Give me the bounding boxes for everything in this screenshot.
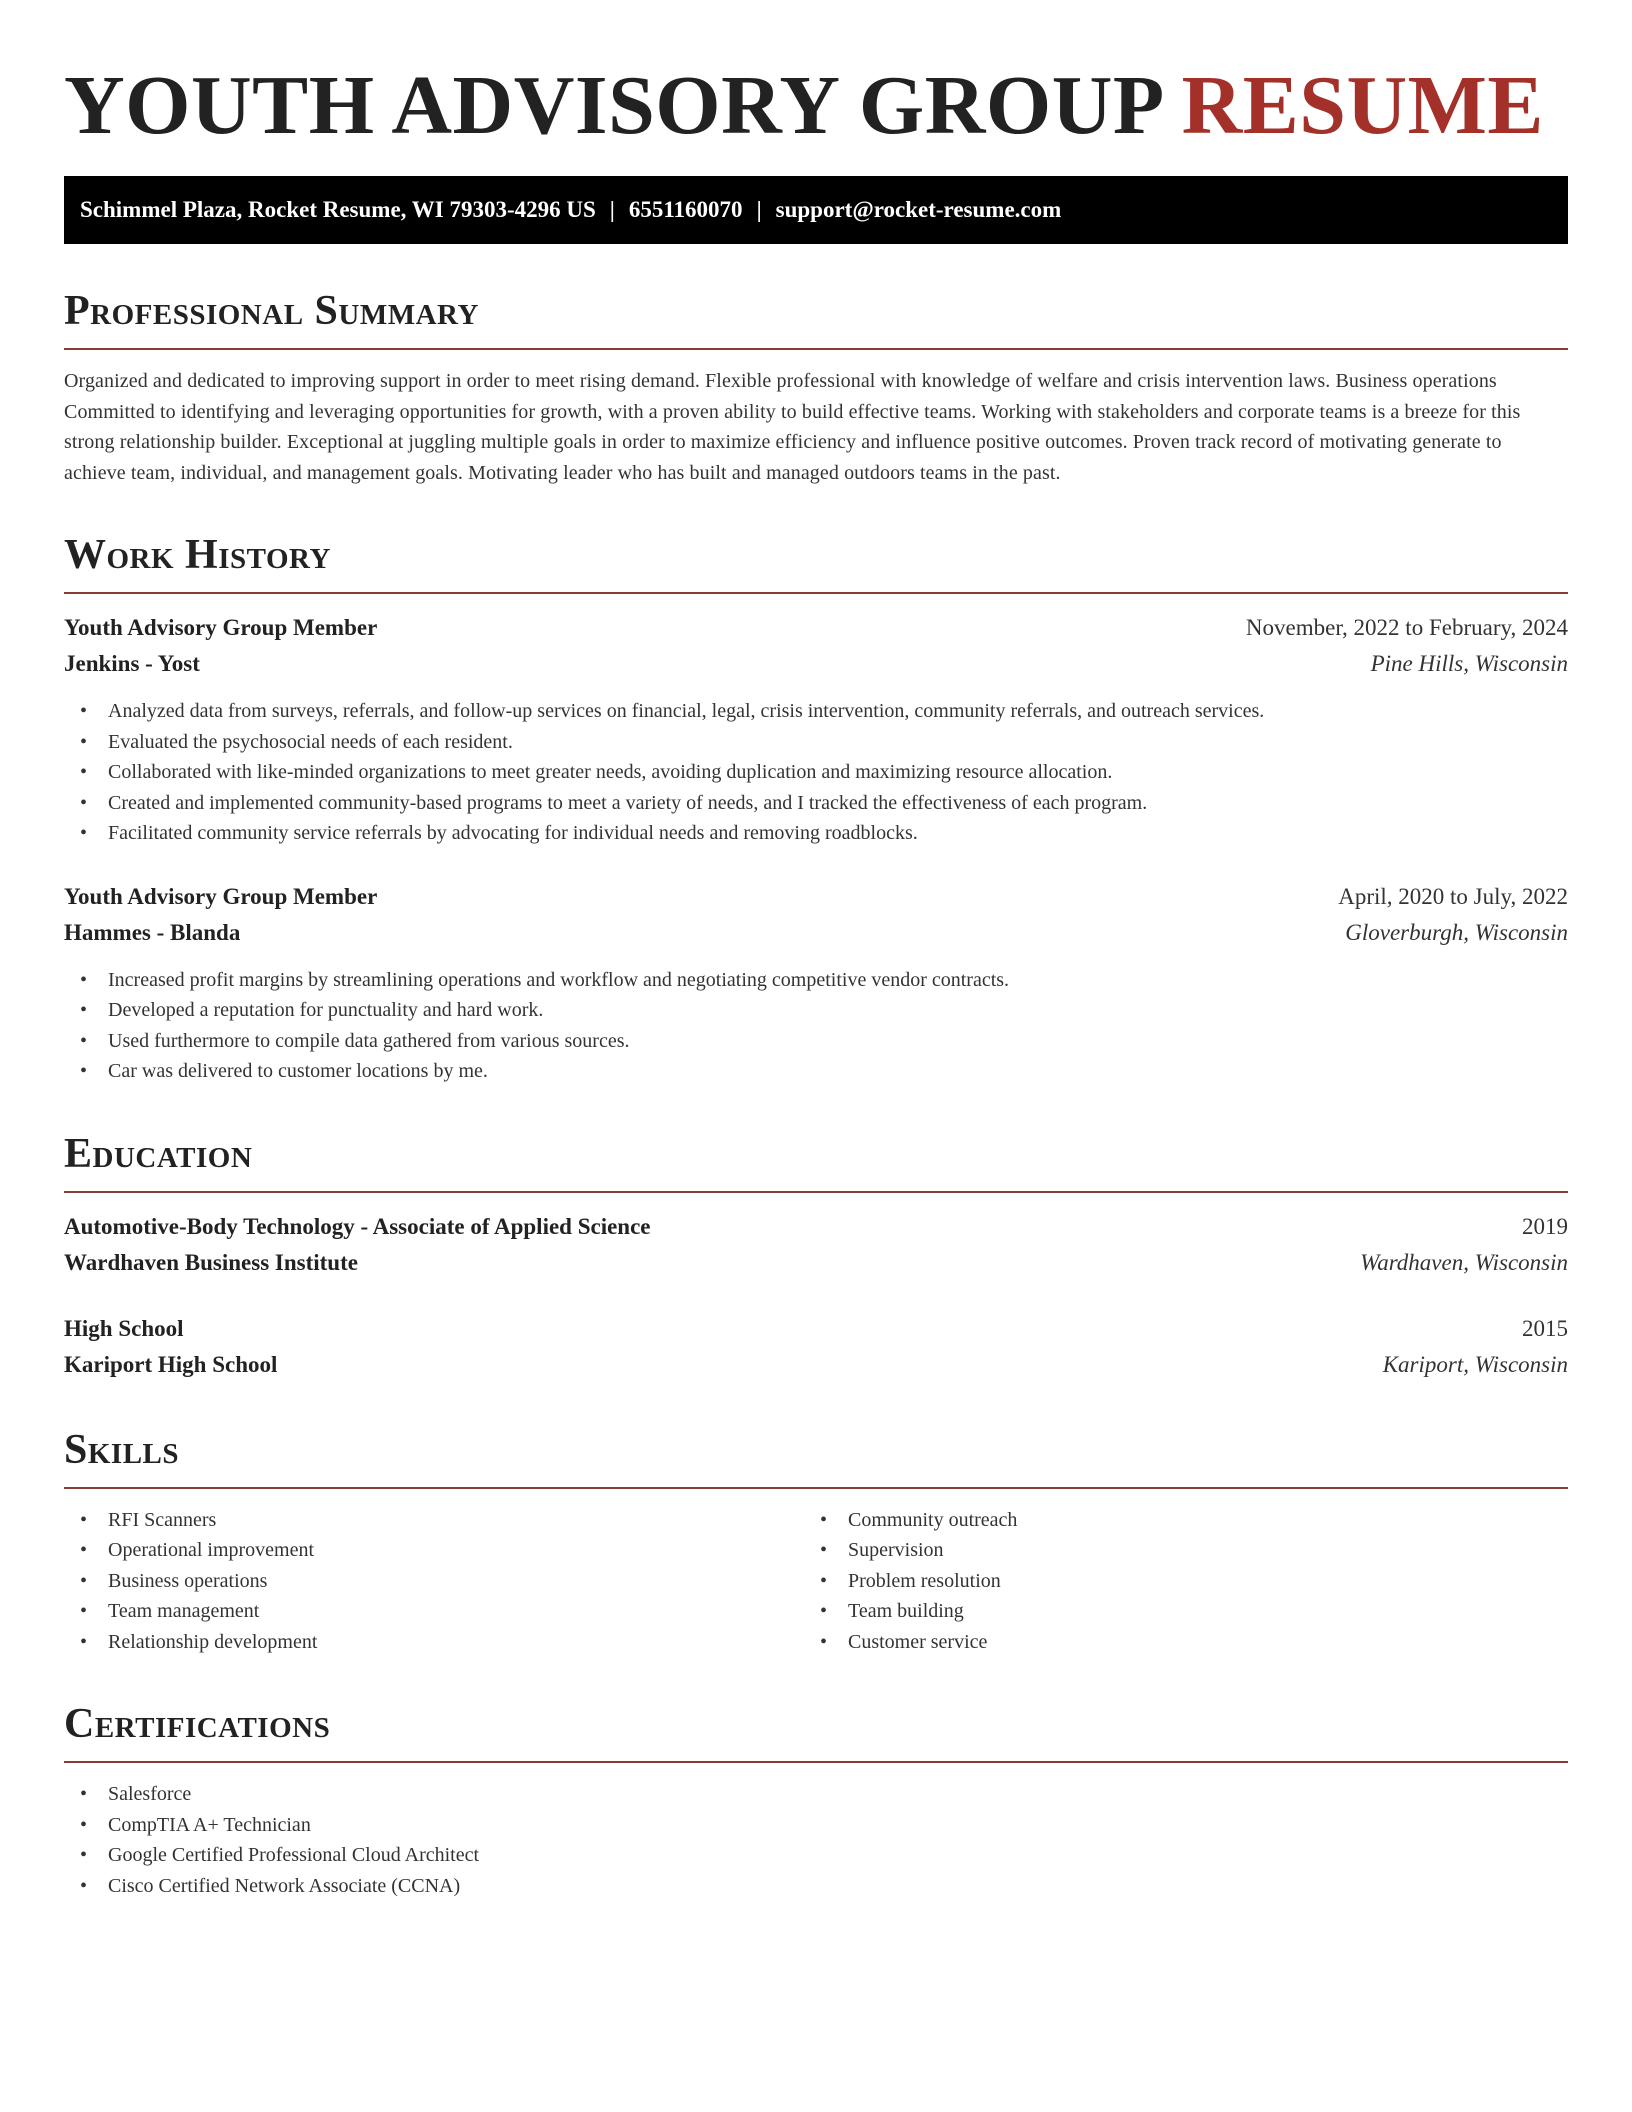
section-heading-education: Education xyxy=(64,1130,253,1177)
contact-separator: | xyxy=(609,197,615,222)
job-bullet: • Car was delivered to customer locations by me. xyxy=(64,1056,1568,1087)
job-header-row xyxy=(64,610,1568,646)
job-entry xyxy=(64,879,1568,1087)
skill-item: • Team management xyxy=(64,1596,804,1627)
section-divider xyxy=(64,1761,1568,1763)
skill-item: • Operational improvement xyxy=(64,1535,804,1566)
section-heading-skills: Skills xyxy=(64,1426,180,1473)
certification-item: • Salesforce xyxy=(64,1779,1568,1810)
certification-item: • CompTIA A+ Technician xyxy=(64,1810,1568,1841)
certifications-block xyxy=(64,1779,1568,1901)
job-bullet: • Used furthermore to compile data gathered from various sources. xyxy=(64,1026,1568,1057)
contact-bar xyxy=(64,176,1568,244)
skill-item: • Relationship development xyxy=(64,1627,804,1658)
skills-list-left xyxy=(64,1505,804,1658)
education-degree: High School xyxy=(64,1315,184,1341)
education-location: Wardhaven, Wisconsin xyxy=(1360,1249,1568,1275)
job-bullet: • Increased profit margins by streamlining operations and workflow and negotiating competitive vendor contracts. xyxy=(64,965,1568,996)
contact-email[interactable]: support@rocket-resume.com xyxy=(775,197,1062,222)
skill-item: • Business operations xyxy=(64,1566,804,1597)
education-year: 2015 xyxy=(1522,1315,1568,1341)
education-degree-row xyxy=(64,1311,1568,1347)
certification-item: • Google Certified Professional Cloud Architect xyxy=(64,1840,1568,1871)
section-divider xyxy=(64,592,1568,594)
section-heading-work-history: Work History xyxy=(64,532,331,578)
title-main: YOUTH ADVISORY GROUP xyxy=(64,59,1161,152)
section-heading-certifications: Certifications xyxy=(64,1701,331,1747)
job-bullet: • Collaborated with like-minded organizations to meet greater needs, avoiding duplication and maximizing resource allocation. xyxy=(64,757,1568,788)
education-degree: Automotive-Body Technology - Associate of Applied Science xyxy=(64,1213,651,1239)
job-company: Jenkins - Yost xyxy=(64,651,200,676)
job-bullet: • Evaluated the psychosocial needs of each resident. xyxy=(64,727,1568,758)
education-school: Wardhaven Business Institute xyxy=(64,1249,358,1275)
title-accent: RESUME xyxy=(1181,59,1544,152)
education-degree-row xyxy=(64,1209,1568,1245)
skill-item: • Customer service xyxy=(804,1627,1544,1658)
education-entry xyxy=(64,1209,1568,1281)
job-bullet: • Created and implemented community-based programs to meet a variety of needs, and I tracked the effectiveness of each program. xyxy=(64,788,1568,819)
skill-item: • Supervision xyxy=(804,1535,1544,1566)
education-school-row xyxy=(64,1347,1568,1383)
job-bullet: • Facilitated community service referrals by advocating for individual needs and removing roadblocks. xyxy=(64,818,1568,849)
job-company: Hammes - Blanda xyxy=(64,919,241,945)
education-location: Kariport, Wisconsin xyxy=(1382,1351,1568,1377)
education-entry xyxy=(64,1311,1568,1383)
job-dates: November, 2022 to February, 2024 xyxy=(1245,615,1568,640)
section-divider xyxy=(64,1487,1568,1489)
contact-separator: | xyxy=(756,197,762,222)
section-heading-summary: Professional Summary xyxy=(64,288,479,334)
job-location: Pine Hills, Wisconsin xyxy=(1370,651,1568,676)
job-bullet: • Developed a reputation for punctuality and hard work. xyxy=(64,995,1568,1026)
skills-columns xyxy=(64,1505,1568,1658)
contact-address: Schimmel Plaza, Rocket Resume, WI 79303-4296 US xyxy=(80,197,596,222)
education-school-row xyxy=(64,1245,1568,1281)
job-bullet: • Analyzed data from surveys, referrals, and follow-up services on financial, legal, crisis intervention, community referrals, and outreach services. xyxy=(64,696,1568,727)
section-divider xyxy=(64,348,1568,350)
certifications-list xyxy=(64,1779,1568,1901)
job-company-row xyxy=(64,915,1568,951)
job-title: Youth Advisory Group Member xyxy=(64,883,378,909)
skill-item: • Team building xyxy=(804,1596,1544,1627)
job-bullets xyxy=(64,965,1568,1087)
certification-item: • Cisco Certified Network Associate (CCNA) xyxy=(64,1871,1568,1902)
job-location: Gloverburgh, Wisconsin xyxy=(1345,919,1568,945)
job-bullets xyxy=(64,696,1568,849)
resume-title xyxy=(64,56,1568,166)
job-header-row xyxy=(64,879,1568,915)
education-year: 2019 xyxy=(1522,1213,1568,1239)
job-entry xyxy=(64,610,1568,849)
job-company-row xyxy=(64,646,1568,682)
section-divider xyxy=(64,1191,1568,1193)
job-dates: April, 2020 to July, 2022 xyxy=(1338,883,1568,909)
skill-item: • Community outreach xyxy=(804,1505,1544,1536)
skills-list-right xyxy=(804,1505,1544,1658)
contact-phone[interactable]: 6551160070 xyxy=(628,197,743,222)
skill-item: • Problem resolution xyxy=(804,1566,1544,1597)
resume-page xyxy=(64,0,1568,1901)
skill-item: • RFI Scanners xyxy=(64,1505,804,1536)
summary-text: Organized and dedicated to improving support in order to meet rising demand. Flexible professional with knowledge of welfare and crisis intervention laws. Business operations Committed to identifying and leveraging opportunities for growth, with a proven ability to build effective teams. Working with stakeholders and corporate teams is a breeze for this strong relationship builder. Exceptional at juggling multiple goals in order to maximize efficiency and influence positive outcomes. Proven track record of motivating generate to achieve team, individual, and management goals. Motivating leader who has built and managed outdoors teams in the past. xyxy=(64,370,1521,484)
job-title: Youth Advisory Group Member xyxy=(64,615,378,640)
education-school: Kariport High School xyxy=(64,1351,278,1377)
